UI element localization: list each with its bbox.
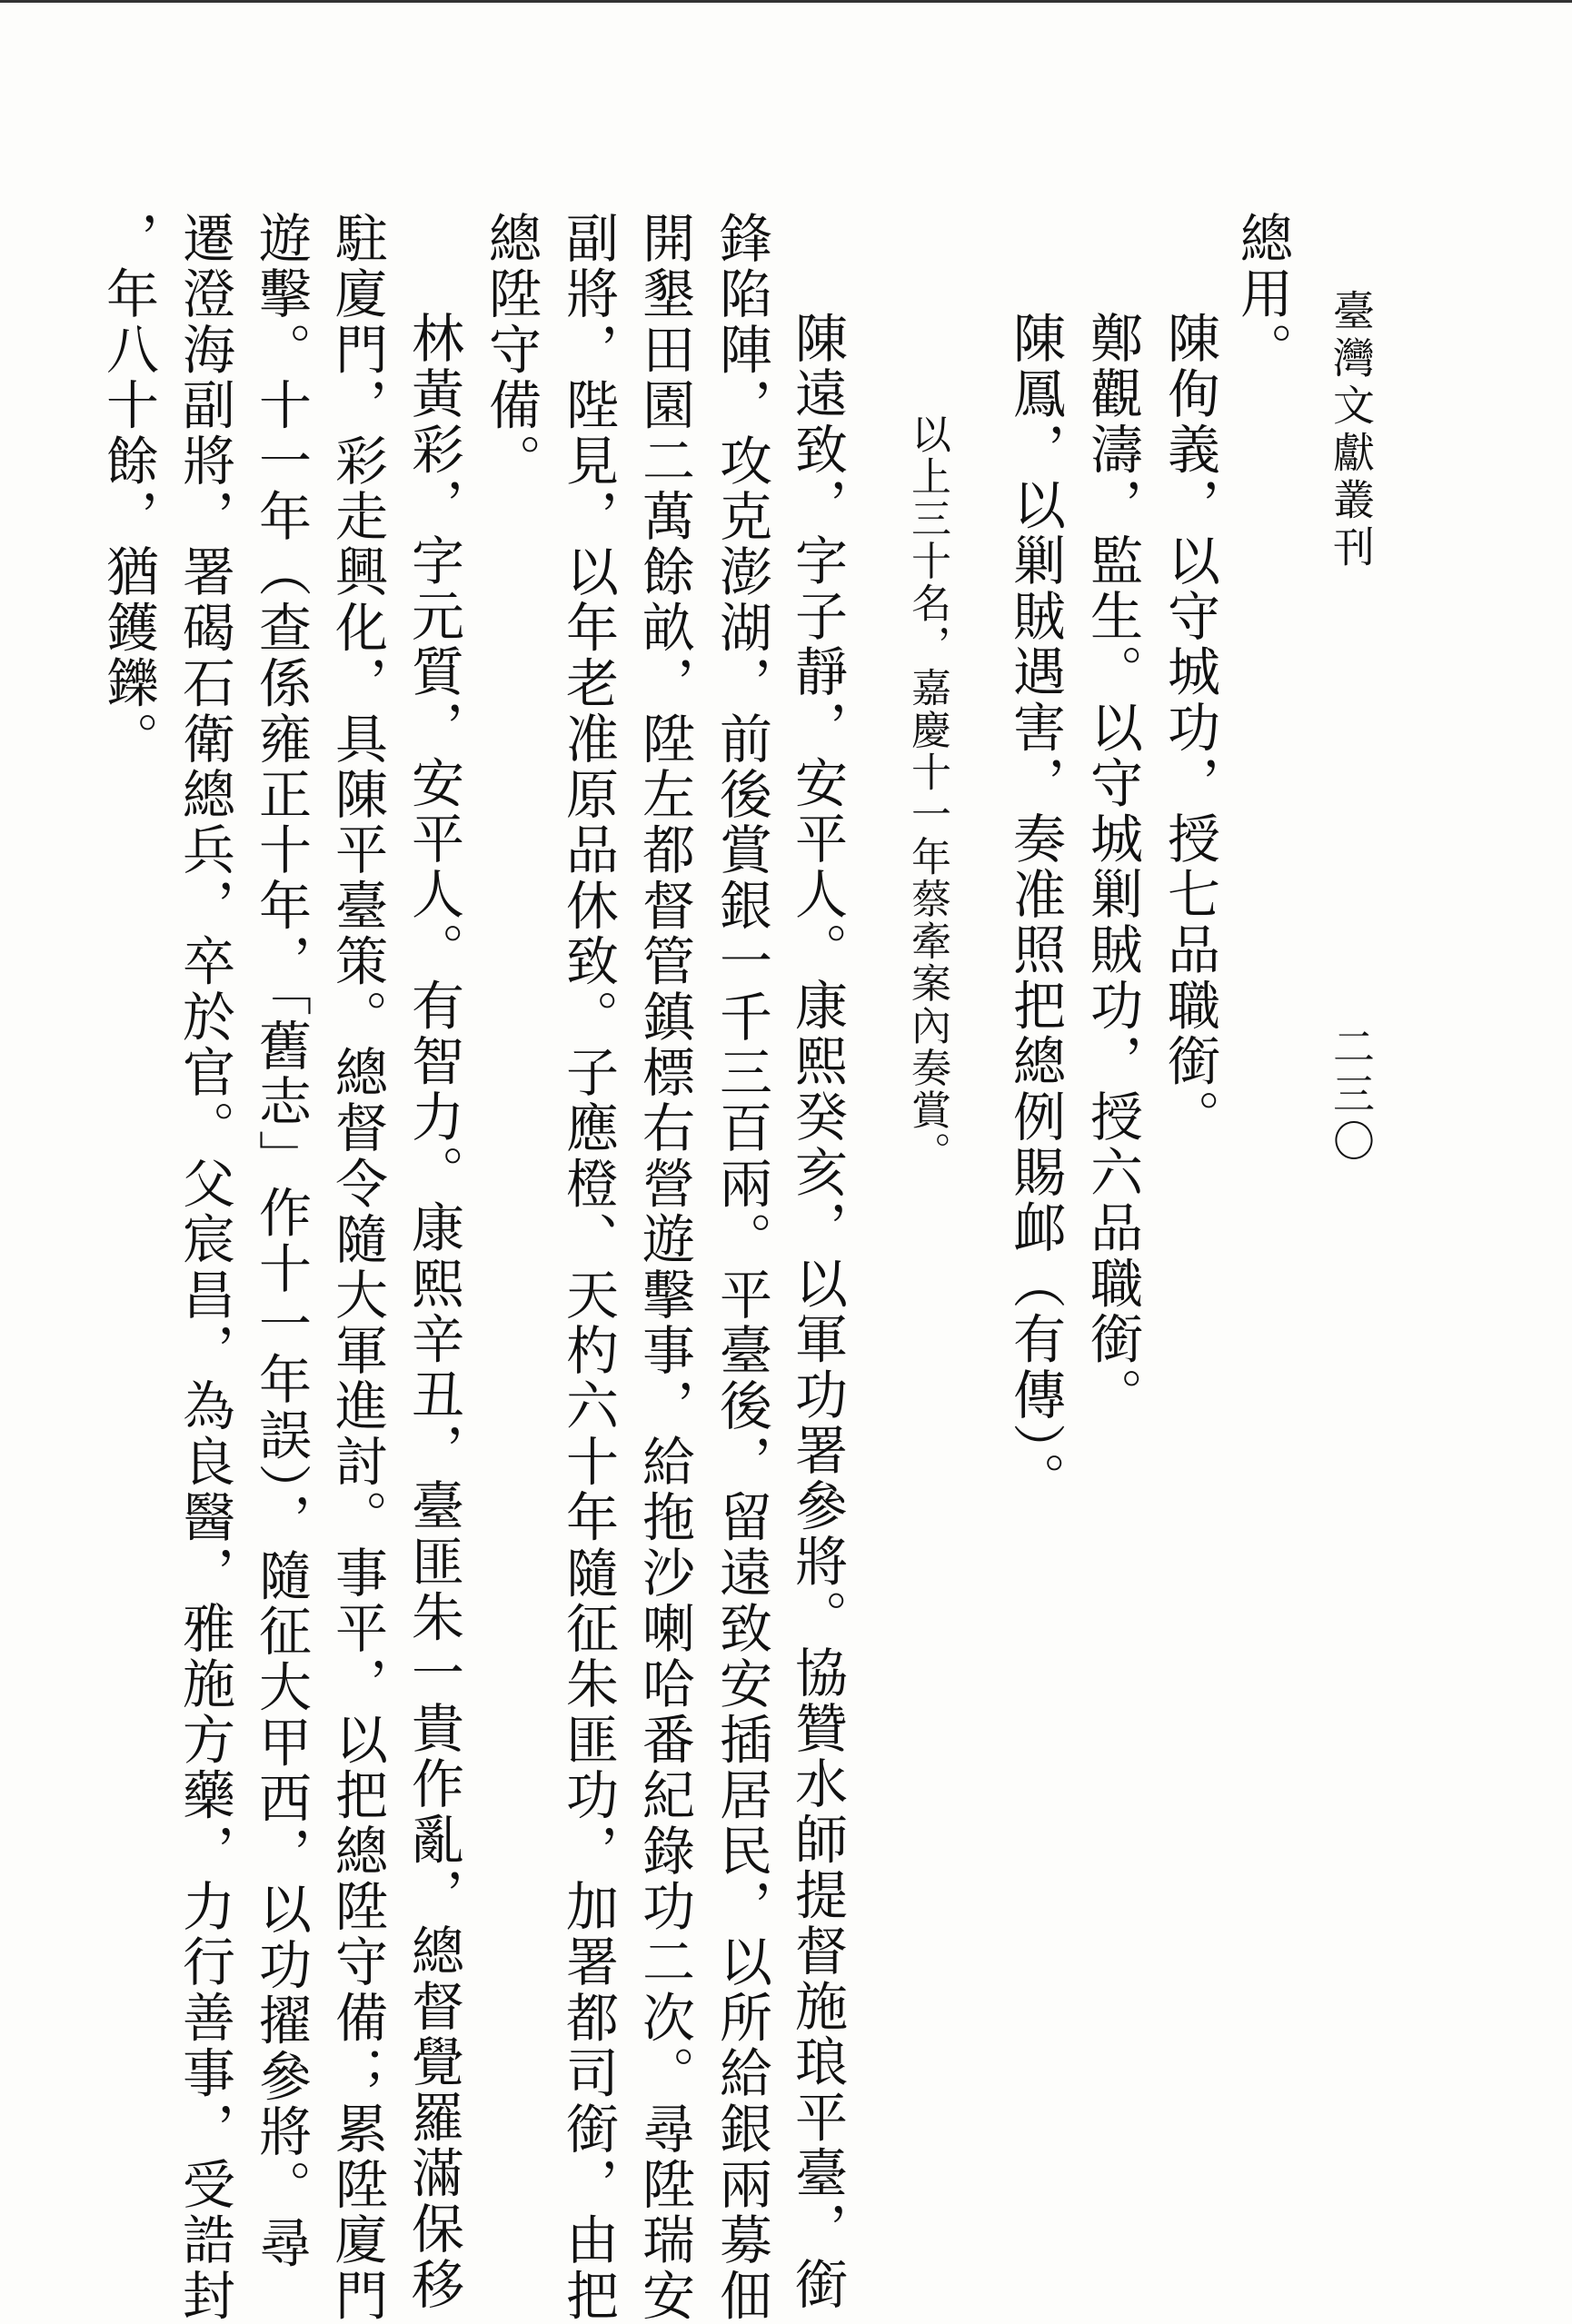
- text-column-5-note: 以上三十名，嘉慶十一年蔡牽案內奏賞。: [904, 413, 950, 1174]
- text-column-13: 遊擊。十一年（查係雍正十年，「舊志」作十一年誤），隨征大甲西，以功擢參將。尋: [250, 211, 312, 2271]
- text-column-7: 鋒陷陣，攻克澎湖，前後賞銀一千三百兩。平臺後，留遠致安插居民，以所給銀兩募佃: [711, 211, 772, 2324]
- text-column-14: 遷澄海副將，署碣石衛總兵，卒於官。父宸昌，為良醫，雅施方藥，力行善事，受誥封: [174, 211, 235, 2324]
- text-column-11: 林黃彩，字元質，安平人。有智力。康熙辛丑，臺匪朱一貴作亂，總督覺羅滿保移: [403, 311, 464, 2313]
- text-column-2: 陳侚義，以守城功，授七品職銜。: [1159, 311, 1220, 1145]
- text-column-12: 駐廈門，彩走興化，具陳平臺策。總督令隨大軍進討。事平，以把總陞守備；累陞廈門: [326, 211, 388, 2324]
- text-column-4: 陳鳳，以剿賊遇害，奏准照把總例賜䘏（有傳）。: [1004, 311, 1066, 1508]
- text-column-8: 開墾田園二萬餘畝，陞左都督管鎮標右營遊擊事，給拖沙喇哈番紀錄功二次。尋陞瑞安: [633, 211, 695, 2324]
- text-column-10: 總陞守備。: [480, 211, 542, 489]
- text-column-15: ，年八十餘，猶鑊鑠。: [97, 211, 159, 767]
- text-column-9: 副將，陛見，以年老准原品休致。子應橙、天杓六十年隨征朱匪功，加署都司銜，由把: [557, 211, 619, 2324]
- page-top-rule: [0, 0, 1572, 3]
- page-number: 二三〇: [1327, 1025, 1376, 1167]
- text-column-6: 陳遠致，字子靜，安平人。康熙癸亥，以軍功署參將。協贊水師提督施琅平臺，銜: [786, 311, 848, 2313]
- text-column-3: 鄭觀濤，監生。以守城剿賊功，授六品職銜。: [1081, 311, 1143, 1423]
- text-column-1: 總用。: [1231, 211, 1293, 378]
- running-header-title: 臺灣文獻叢刊: [1327, 289, 1376, 572]
